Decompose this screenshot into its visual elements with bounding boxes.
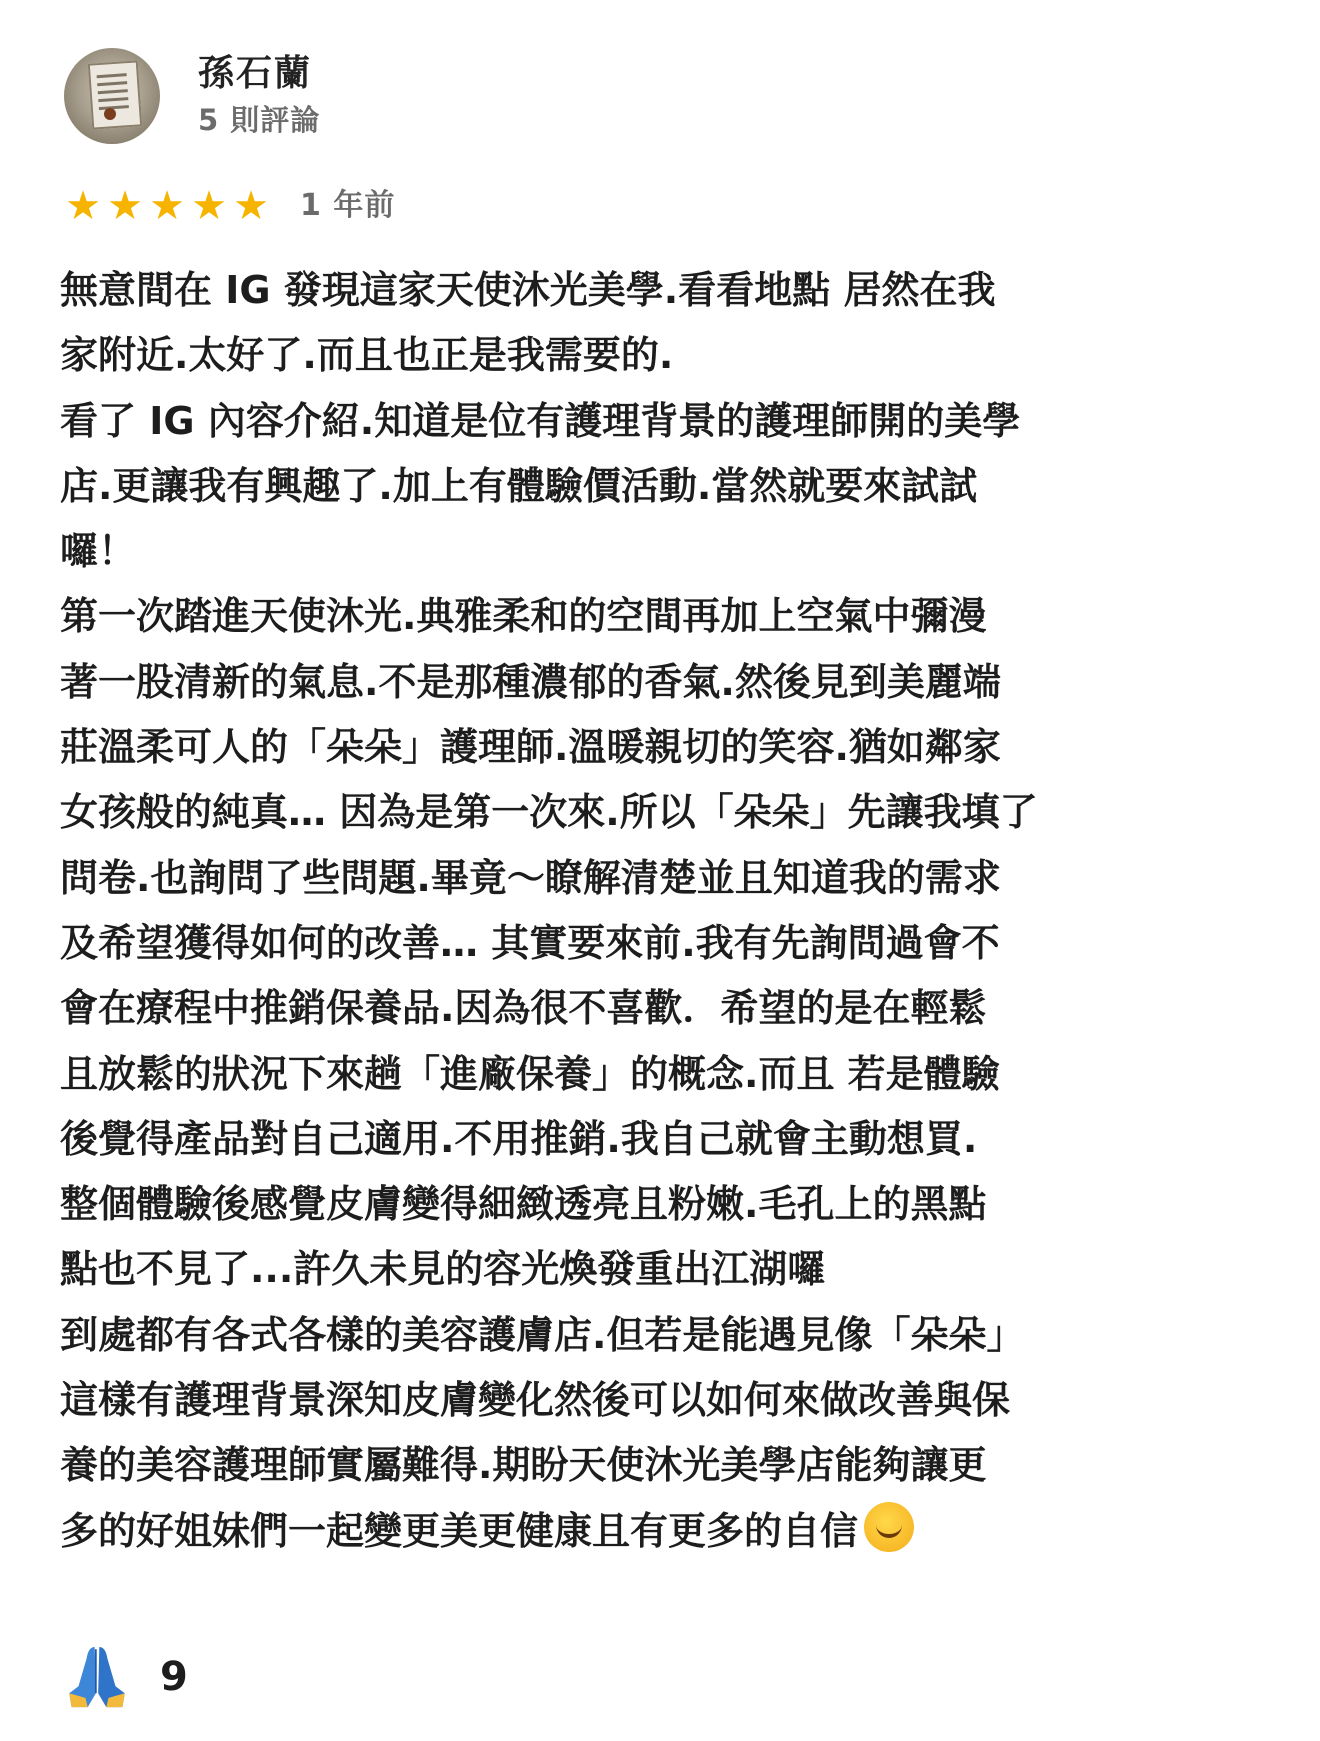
star-rating [62, 183, 272, 229]
star-icon: ★ [191, 183, 227, 229]
review-line: 後覺得產品對自己適用.不用推銷.我自己就會主動想買. [60, 1116, 978, 1161]
reviews-count[interactable]: 5 則評論 [198, 103, 321, 137]
hugging-face-icon [864, 1502, 914, 1552]
review-line: 及希望獲得如何的改善… 其實要來前.我有先詢問過會不 [60, 920, 1000, 965]
review-line: 到處都有各式各樣的美容護膚店.但若是能遇見像「朵朵」 [60, 1312, 1025, 1357]
review-line: 無意間在 IG 發現這家天使沐光美學.看看地點 居然在我 [60, 268, 996, 312]
reviewer-name[interactable]: 孫石蘭 [198, 53, 313, 94]
review-line: 問卷.也詢問了些問題.畢竟～瞭解清楚並且知道我的需求 [60, 855, 1001, 900]
reaction-count: 9 [160, 1654, 188, 1700]
review-line: 莊溫柔可人的「朵朵」護理師.溫暖親切的笑容.猶如鄰家 [60, 725, 1001, 770]
review-line: 女孩般的純真… 因為是第一次來.所以「朵朵」先讓我填了 [60, 790, 1038, 835]
review-time: 1 年前 [300, 188, 396, 223]
avatar[interactable] [64, 48, 160, 144]
star-icon: ★ [149, 183, 185, 229]
rating-row [62, 183, 396, 229]
reviewer-info [198, 52, 320, 140]
review-line: 第一次踏進天使沐光.典雅柔和的空間再加上空氣中彌漫 [60, 594, 987, 639]
review-line: 整個體驗後感覺皮膚變得細緻透亮且粉嫩.毛孔上的黑點 [60, 1182, 987, 1227]
review-line: 養的美容護理師實屬難得.期盼天使沐光美學店能夠讓更 [60, 1443, 987, 1488]
review-line: 著一股清新的氣息.不是那種濃郁的香氣.然後見到美麗端 [60, 659, 1001, 704]
review-text [60, 258, 1260, 1564]
folded-hands-icon[interactable] [60, 1640, 134, 1714]
reaction-bar[interactable] [60, 1640, 188, 1714]
review-line: 看了 IG 內容介紹.知道是位有護理背景的護理師開的美學 [60, 398, 1021, 443]
star-icon: ★ [107, 183, 143, 229]
review-line: 囉！ [60, 529, 137, 574]
seal-mark [104, 108, 116, 120]
review-line: 店.更讓我有興趣了.加上有體驗價活動.當然就要來試試 [60, 463, 978, 508]
review-header [64, 48, 320, 144]
review-line: 會在療程中推銷保養品.因為很不喜歡．希望的是在輕鬆 [60, 986, 987, 1031]
review-line: 且放鬆的狀況下來趟「進廠保養」的概念.而且 若是體驗 [60, 1051, 1000, 1096]
review-line: 點也不見了...許久未見的容光煥發重出江湖囉 [60, 1247, 826, 1292]
star-icon: ★ [65, 183, 101, 229]
review-line: 家附近.太好了.而且也正是我需要的. [60, 333, 674, 378]
certificate-image [88, 60, 142, 129]
review-line: 多的好姐妹們一起變更美更健康且有更多的自信 [60, 1508, 859, 1553]
review-line: 這樣有護理背景深知皮膚變化然後可以如何來做改善與保 [60, 1378, 1011, 1423]
star-icon: ★ [233, 183, 269, 229]
review-line-last [60, 1499, 1260, 1564]
